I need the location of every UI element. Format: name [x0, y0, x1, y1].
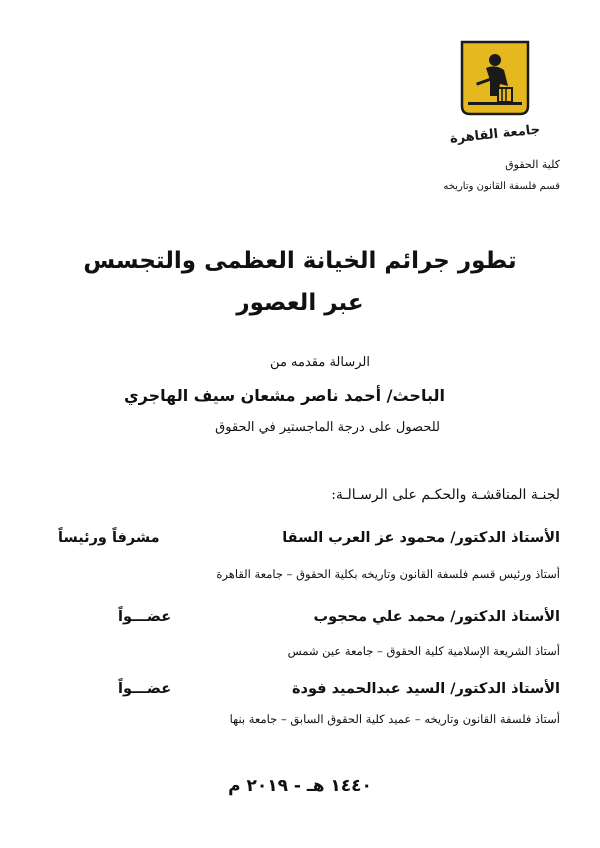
- hijri-gregorian-date: ١٤٤٠ هـ - ٢٠١٩ م: [228, 776, 372, 796]
- committee-heading: لجنـة المناقشـة والحكـم على الرسـالـة:: [331, 487, 560, 503]
- cairo-university-logo: [449, 40, 541, 150]
- presented-by: الرسالة مقدمه من: [270, 355, 370, 370]
- faculty-name: كلية الحقوق: [505, 158, 560, 171]
- department-name: قسم فلسفة القانون وتاريخه: [443, 181, 560, 192]
- member-2-role: عضـــواً: [118, 609, 172, 625]
- researcher-name: الباحث/ أحمد ناصر مشعان سيف الهاجري: [123, 386, 445, 405]
- member-3-role: عضـــواً: [118, 681, 172, 697]
- member-1-role: مشرفاً ورئيساً: [58, 530, 160, 546]
- svg-text:جامعة القاهرة: جامعة القاهرة: [449, 122, 541, 147]
- degree-statement: للحصول على درجة الماجستير في الحقوق: [215, 420, 440, 435]
- member-1-name: الأستاذ الدكتور/ محمود عز العرب السقا: [282, 530, 560, 546]
- member-2-name: الأستاذ الدكتور/ محمد علي محجوب: [313, 609, 560, 625]
- member-1-description: أستاذ ورئيس قسم فلسفة القانون وتاريخه بكلية الحقوق – جامعة القاهرة: [216, 567, 560, 581]
- member-2-description: أستاذ الشريعة الإسلامية كلية الحقوق – جامعة عين شمس: [287, 644, 560, 658]
- member-3-name: الأستاذ الدكتور/ السيد عبدالحميد فودة: [291, 681, 560, 697]
- thesis-title: تطور جرائم الخيانة العظمى والتجسس عبر العصور: [83, 248, 517, 316]
- member-3-description: أستاذ فلسفة القانون وتاريخه – عميد كلية الحقوق السابق – جامعة بنها: [229, 712, 560, 726]
